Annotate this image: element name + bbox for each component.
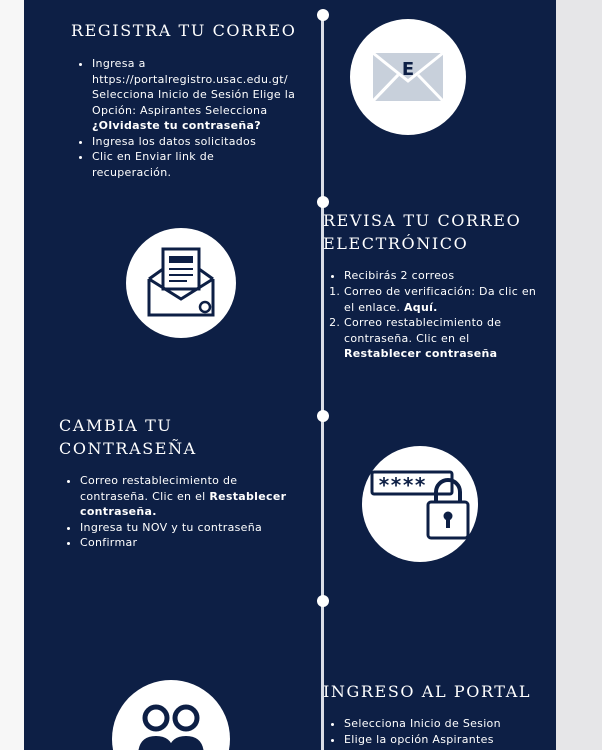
- list-item: [344, 315, 544, 362]
- revisa-numbered-list: [330, 284, 544, 362]
- envelope-icon-circle: [350, 19, 466, 135]
- list-item-text: Ingresa los datos solicitados: [92, 134, 257, 148]
- password-mask: ****: [378, 473, 427, 497]
- timeline-line: [321, 12, 324, 750]
- list-item-bold: Aquí.: [403, 300, 438, 314]
- section-title-registra: REGISTRA TU CORREO: [71, 21, 297, 40]
- list-item-text: Correo de verificación: Da clic en el enlace.: [344, 285, 537, 314]
- list-item-text: Correo restablecimiento de contraseña. Clic en el: [344, 316, 502, 345]
- list-item-bold: Restablecer contraseña: [344, 347, 498, 360]
- timeline-dot: [317, 595, 329, 607]
- list-item: [344, 732, 544, 748]
- list-item-text: Selecciona Inicio de Sesion: [344, 717, 501, 730]
- mail-document-icon: [143, 245, 219, 321]
- list-item-text: Correo restablecimiento de contraseña. Clic en el: [80, 474, 238, 503]
- section-title-revisa: [323, 209, 521, 255]
- title-line: CAMBIA TU: [59, 416, 173, 435]
- section-title-ingreso: INGRESO AL PORTAL: [323, 682, 532, 701]
- list-item-text: Clic en Enviar link de recuperación.: [92, 150, 215, 179]
- revisa-bullet-list: [330, 268, 544, 284]
- list-item-text: Elige la opción Aspirantes: [344, 732, 494, 746]
- users-icon-circle: [112, 680, 230, 750]
- users-icon: [136, 700, 206, 750]
- mail-document-icon-circle: [126, 228, 236, 338]
- title-line: ELECTRÓNICO: [323, 234, 469, 253]
- password-lock-icon: [370, 466, 470, 542]
- list-item-text: Ingresa a https://portalregistro.usac.edu.gt/ Selecciona Inicio de Sesión Elige la Opción: Aspirantes Selecciona: [92, 57, 296, 117]
- registra-steps-list: [78, 56, 297, 180]
- list-item: [92, 56, 297, 134]
- list-item: [80, 520, 300, 536]
- password-icon-circle: [362, 446, 478, 562]
- title-line: REVISA TU CORREO: [323, 211, 522, 230]
- title-line: CONTRASEÑA: [59, 439, 197, 458]
- timeline-dot: [317, 9, 329, 21]
- page-margin-right: [556, 0, 602, 750]
- ingreso-steps-list: [330, 716, 544, 747]
- list-item: [92, 134, 297, 150]
- timeline-dot: [317, 410, 329, 422]
- list-item: [92, 149, 297, 180]
- list-item-text: Confirmar: [80, 536, 138, 549]
- timeline-dot: [317, 196, 329, 208]
- list-item-bold: Restablecer contraseña.: [80, 489, 287, 518]
- list-item: [80, 473, 300, 520]
- cambia-steps-list: [66, 473, 300, 551]
- envelope-e-icon: [371, 47, 445, 107]
- page-margin-left: [0, 0, 24, 750]
- list-item: [344, 716, 544, 732]
- list-item: [344, 284, 544, 315]
- list-item: [344, 268, 544, 284]
- list-item: [80, 535, 300, 551]
- list-item-bold: ¿Olvidaste tu contraseña?: [92, 119, 261, 132]
- list-item-text: Ingresa tu NOV y tu contraseña: [80, 520, 263, 534]
- list-item-text: Recibirás 2 correos: [344, 269, 455, 282]
- section-title-cambia: [59, 414, 197, 460]
- infographic-panel: [24, 0, 556, 750]
- envelope-letter: E: [401, 59, 415, 80]
